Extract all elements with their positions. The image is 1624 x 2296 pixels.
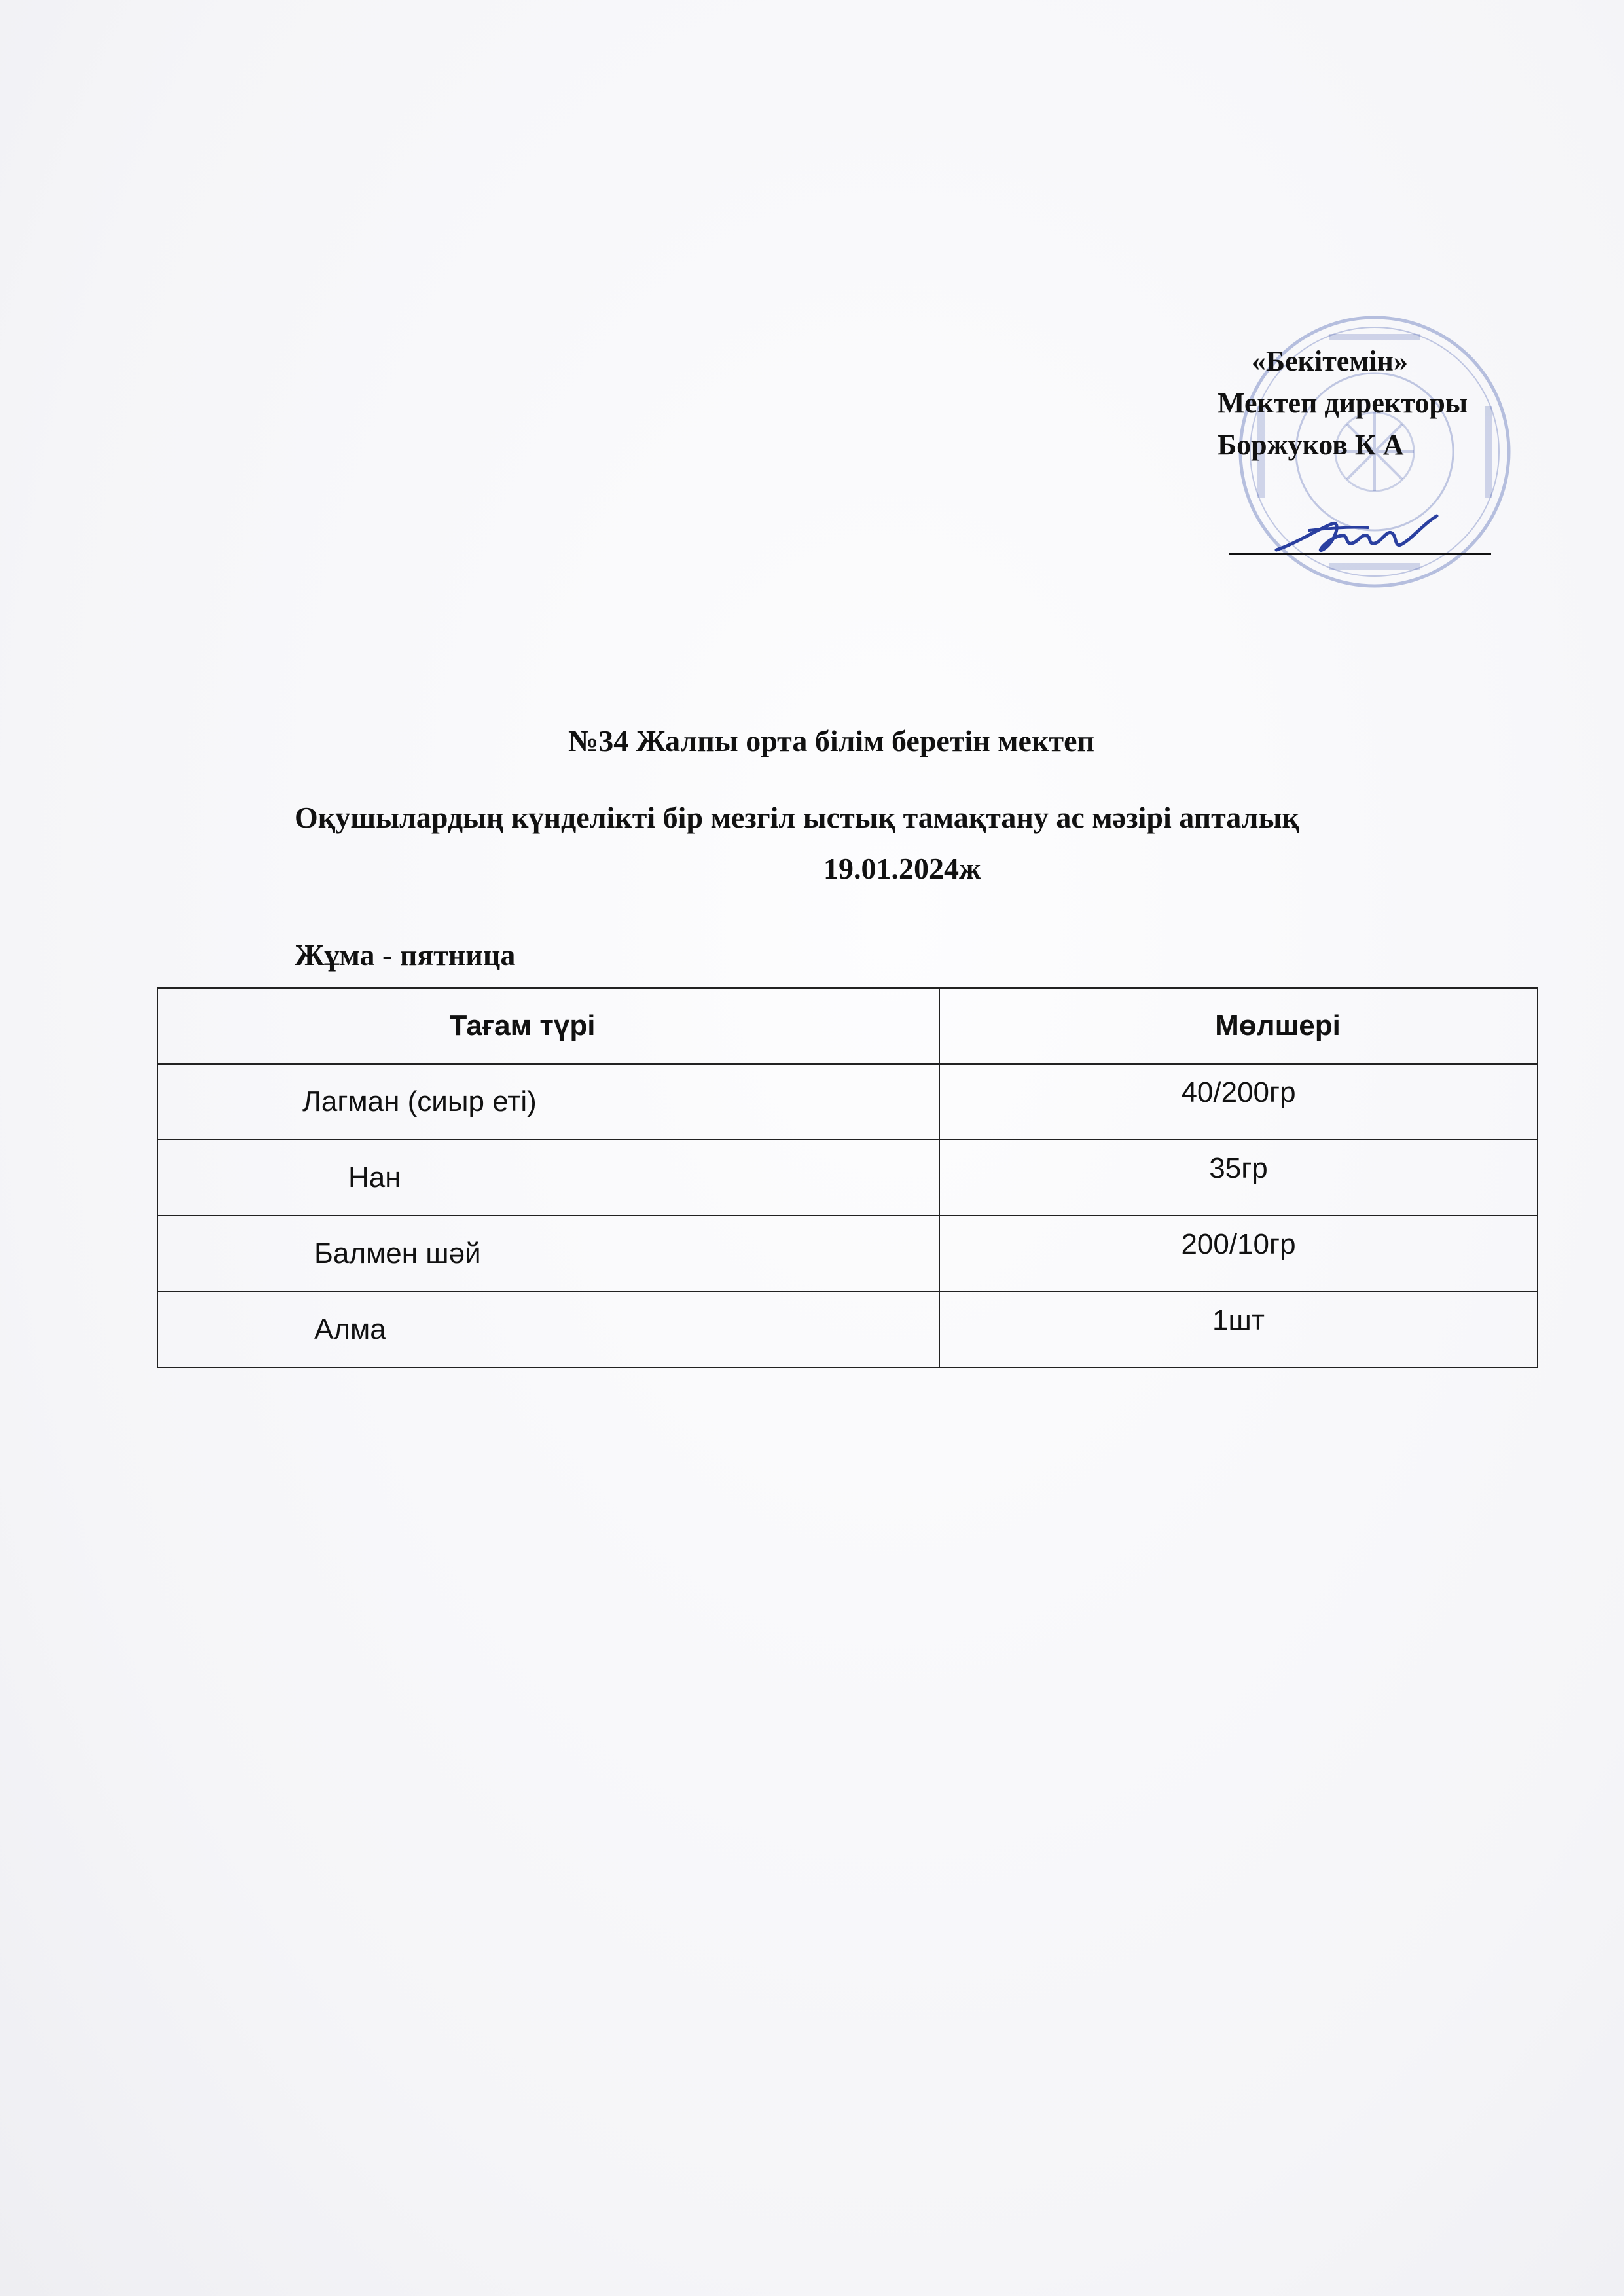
dish-name: Алма xyxy=(314,1313,386,1345)
menu-title: Оқушылардың күнделікті бір мезгіл ыстық тамақтану ас мәзірі апталық xyxy=(295,801,1299,834)
menu-date: 19.01.2024ж xyxy=(823,852,981,885)
table-row xyxy=(158,1064,1538,1140)
table-header-row xyxy=(158,988,1538,1064)
dish-name-cell xyxy=(158,1140,939,1216)
dish-name: Нан xyxy=(348,1161,401,1194)
approver-name: Боржуков К А xyxy=(1218,429,1404,461)
menu-table xyxy=(157,987,1538,1368)
dish-quantity: 40/200гр xyxy=(1181,1076,1296,1108)
dish-name-cell xyxy=(158,1292,939,1368)
quantity-cell xyxy=(939,1064,1538,1140)
quantity-cell xyxy=(939,1216,1538,1292)
dish-quantity: 35гр xyxy=(1209,1152,1268,1184)
dish-quantity: 1шт xyxy=(1212,1304,1265,1336)
table-row xyxy=(158,1216,1538,1292)
table-row xyxy=(158,1292,1538,1368)
header-quantity: Мөлшері xyxy=(939,988,1538,1064)
approval-block xyxy=(1218,340,1558,466)
approval-title: «Бекітемін» xyxy=(1252,345,1408,377)
header-dish-type: Тағам түрі xyxy=(158,988,939,1064)
signature-icon xyxy=(1270,504,1453,576)
day-label: Жұма - пятница xyxy=(295,938,516,972)
table-row xyxy=(158,1140,1538,1216)
dish-name: Лагман (сиыр еті) xyxy=(302,1085,537,1118)
approver-position: Мектеп директоры xyxy=(1218,387,1468,419)
quantity-cell xyxy=(939,1140,1538,1216)
school-title: №34 Жалпы орта білім беретін мектеп xyxy=(568,724,1094,757)
dish-quantity: 200/10гр xyxy=(1181,1228,1296,1260)
dish-name: Балмен шәй xyxy=(314,1237,481,1269)
quantity-cell xyxy=(939,1292,1538,1368)
dish-name-cell xyxy=(158,1064,939,1140)
dish-name-cell xyxy=(158,1216,939,1292)
